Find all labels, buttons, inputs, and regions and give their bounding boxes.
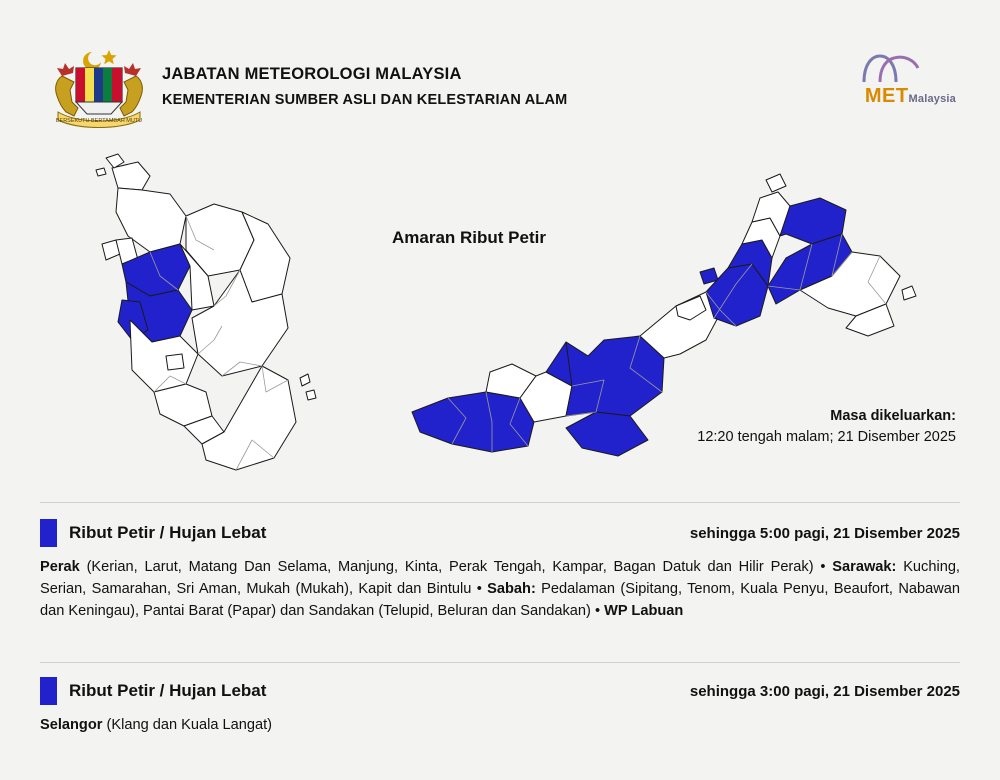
national-crest-icon <box>48 42 150 128</box>
divider-top <box>40 502 960 503</box>
warning-1-color-swatch <box>40 519 57 547</box>
issue-time-label: Masa dikeluarkan: <box>830 408 956 424</box>
warning-2-color-swatch <box>40 677 57 705</box>
org-name-line1: JABATAN METEOROLOGI MALAYSIA <box>162 65 462 83</box>
met-malaysia-logo <box>846 52 956 112</box>
svg-text:BERSEKUTU BERTAMBAH MUTU: BERSEKUTU BERTAMBAH MUTU <box>55 118 143 124</box>
map-title: Amaran Ribut Petir <box>392 228 546 247</box>
warning-block-1 <box>40 518 960 622</box>
warning-1-valid-until: sehingga 5:00 pagi, 21 Disember 2025 <box>689 524 960 542</box>
warning-1-header <box>40 518 960 548</box>
warning-block-2 <box>40 676 960 736</box>
warning-2-areas: Selangor (Klang dan Kuala Langat) <box>40 717 273 733</box>
met-logo-subword: Malaysia <box>908 93 956 105</box>
malaysia-map <box>0 140 1000 490</box>
issue-time-value: 12:20 tengah malam; 21 Disember 2025 <box>697 429 956 445</box>
issue-time-block <box>697 406 956 448</box>
warning-1-title: Ribut Petir / Hujan Lebat <box>69 523 267 542</box>
divider-middle <box>40 662 960 663</box>
warning-2-valid-until: sehingga 3:00 pagi, 21 Disember 2025 <box>689 682 960 700</box>
warning-2-header <box>40 676 960 706</box>
page-header <box>0 0 1000 140</box>
warning-2-title: Ribut Petir / Hujan Lebat <box>69 681 267 700</box>
warning-1-areas: Perak (Kerian, Larut, Matang Dan Selama, Manjung, Kinta, Perak Tengah, Kampar, Bagan Datuk dan Hilir Perak) • Sarawak: Kuching, Serian, Samarahan, Sri Aman, Mukah (Mukah), Kapit dan Bintulu • Sabah: Pedalaman (Sipitang, Tenom, Kuala Penyu, Beaufort, Nabawan dan Keningau), Pantai Barat (Papar) dan Sandakan (Telupid, Beluran dan Sandakan) • WP Labuan <box>40 559 960 619</box>
met-logo-word: MET <box>864 85 909 107</box>
header-titles <box>162 62 567 112</box>
org-name-line2: KEMENTERIAN SUMBER ASLI DAN KELESTARIAN ALAM <box>162 92 568 108</box>
